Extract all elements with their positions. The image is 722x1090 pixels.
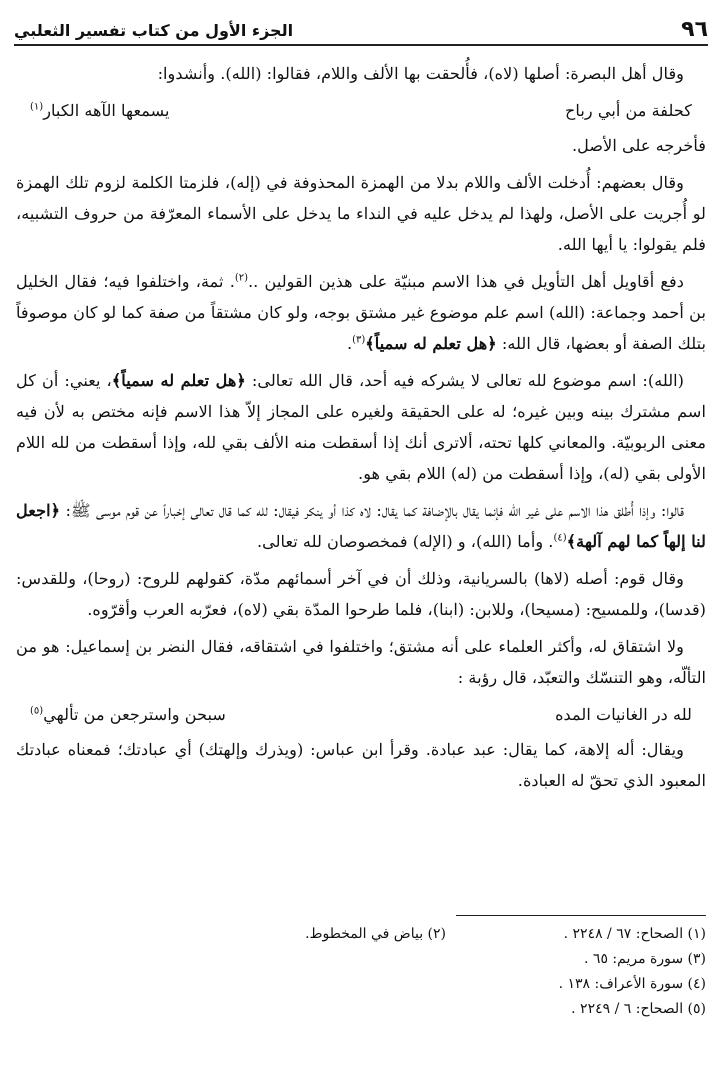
footnote: (٣) سورة مريم: ٦٥ . [584, 951, 706, 967]
paragraph-text: قالوا: وإذا أُطلق هذا الاسم على غير الله فإنما يقال بالإضافة كما يقال: لاه كذا أو ينكر فيقال: لله كما قال تعالى إخباراً عن قوم موسى ﷺ: [65, 501, 684, 520]
verse-second-half [30, 699, 226, 730]
footnote: (١) الصحاح: ٦٧ / ٢٢٤٨ . [563, 926, 706, 942]
footnote-ref: (٥) [30, 705, 44, 717]
quran-verse: ﴿هل تعلم له سمياً﴾ [365, 334, 497, 353]
paragraph [16, 563, 706, 625]
verse-second-half [30, 95, 170, 126]
paragraph-text: وقال أهل البصرة: أصلها (لاه)، فأُلحقت بها الألف واللام، فقالوا: (الله). وأنشدوا: [157, 64, 684, 83]
footnote-divider [456, 915, 706, 916]
paragraph [16, 365, 706, 489]
footnote-row [16, 922, 706, 947]
footnote-ref: (٣) [352, 334, 366, 346]
footnote-ref: (٢) [234, 272, 249, 284]
paragraph-text: ويقال: أله إلاهة، كما يقال: عبد عبادة. وقرأ ابن عباس: (ويذرك وإلهتك) أي عبادتك؛ فمعناه عبادتك المعبود الذي تحقّ له العبادة. [16, 740, 706, 790]
verse-first-half: لله در الغانيات المده [555, 705, 692, 724]
paragraph [16, 58, 706, 89]
poetry-verse [16, 699, 706, 730]
paragraph-text: . ثمة، واختلفوا فيه؛ فقال الخليل بن أحمد وجماعة: (الله) اسم علم موضوع غير مشتق بوجه، ولو كان مشتقاً من صفة كما لو كان موصوفاً بتلك الصفة أو بعضها، قال الله: [16, 272, 706, 353]
paragraph [16, 495, 706, 557]
poetry-verse [16, 95, 706, 126]
verse-text: يسمعها الآهه الكبار [43, 101, 170, 120]
verse-text: سبحن واسترجعن من تألهي [43, 705, 226, 724]
main-text [16, 58, 706, 802]
paragraph-text: فأخرجه على الأصل. [572, 136, 706, 155]
page-header [14, 14, 708, 46]
paragraph [16, 734, 706, 796]
paragraph-text: ولا اشتقاق له، وأكثر العلماء على أنه مشتق؛ واختلفوا في اشتقاقه، فقال النضر بن إسماعيل: هو من التألّه، وهو التنسّك والتعبّد، قال رؤبة : [16, 637, 706, 687]
page-number: ٩٦ [681, 17, 708, 42]
footnote-row [16, 997, 706, 1022]
footnote-row [16, 947, 706, 972]
paragraph-text: ، يعني: أن كل اسم مشترك بينه وبين غيره؛ له على الحقيقة ولغيره على المجاز إلاّ هذا الاسم فإنه مختص به لأن فيه معنى الربوبيّة. والمعاني كلها تحته، ألاترى أنك إذا أسقطت منه الألف بقي لله، وإذا أسقطت من لله اللام الأولى بقي (له)، وإذا أسقطت من (له) اللام بقي هو. [16, 371, 706, 483]
verse-first-half: كحلفة من أبي رباح [564, 101, 692, 120]
footnote: (٥) الصحاح: ٦ / ٢٢٤٩ . [571, 1001, 706, 1017]
paragraph [16, 631, 706, 693]
footnote-ref: (١) [30, 101, 44, 113]
paragraph [16, 130, 706, 161]
running-title: الجزء الأول من كتاب تفسير الثعلبي [14, 21, 294, 40]
paragraph-text: . وأما (الله)، و (الإله) فمخصوصان لله تعالى. [256, 532, 554, 551]
footnotes [16, 922, 706, 1022]
paragraph-text: وقال بعضهم: أُدخلت الألف واللام بدلا من الهمزة المحذوفة في (إله)، فلزمتا الكلمة لزوم تلك الهمزة لو أُجريت على الأصل، ولهذا لم يدخل عليه في النداء ما يدخل على الأسماء المعرّفة من حروف التشبيه، فلم يقولوا: يا أيها الله. [16, 173, 706, 254]
footnote: (٢) بياض في المخطوط. [305, 926, 446, 942]
paragraph-text: (الله): اسم موضوع لله تعالى لا يشركه فيه أحد، قال الله تعالى: [251, 371, 684, 390]
footnote: (٤) سورة الأعراف: ١٣٨ . [558, 976, 706, 992]
footnote-row [16, 972, 706, 997]
footnote-ref: (٤) [553, 532, 567, 544]
quran-verse: ﴿اجعل لنا إلهاً كما لهم آلهة﴾ [16, 501, 706, 551]
paragraph-text: وقال قوم: أصله (لاها) بالسريانية، وذلك أن في آخر أسمائهم مدّة، كقولهم للروح: (روحا)، وللقدس: (قدسا)، وللمسيح: (مسيحا)، وللابن: (ابنا)، فلما طرحوا المدّة بقي (لاه)، فعرّبه العرب وأقرّوه. [16, 569, 706, 619]
paragraph [16, 167, 706, 260]
paragraph-text: دفع أقاويل أهل التأويل في هذا الاسم مبنيّة على هذين القولين .. [248, 272, 684, 291]
paragraph: دفع أقاويل أهل التأويل في هذا الاسم مبنيّة على هذين القولين ..$^{(٢)}$. ثمة، واختلفوا فيه؛ فقال الخليل بن أحمد وجماعة: (الله) اسم علم موضوع غير مشتق بوجه، ولو كان مشتقاً من صفة كما لو كان موصوفاً بتلك الصفة أو بعضها، قال الله: ﴿هل تعلم له سمياً﴾$^{(٣)}$. [16, 272, 706, 353]
quran-verse: ﴿هل تعلم له سمياً﴾ [111, 371, 246, 390]
